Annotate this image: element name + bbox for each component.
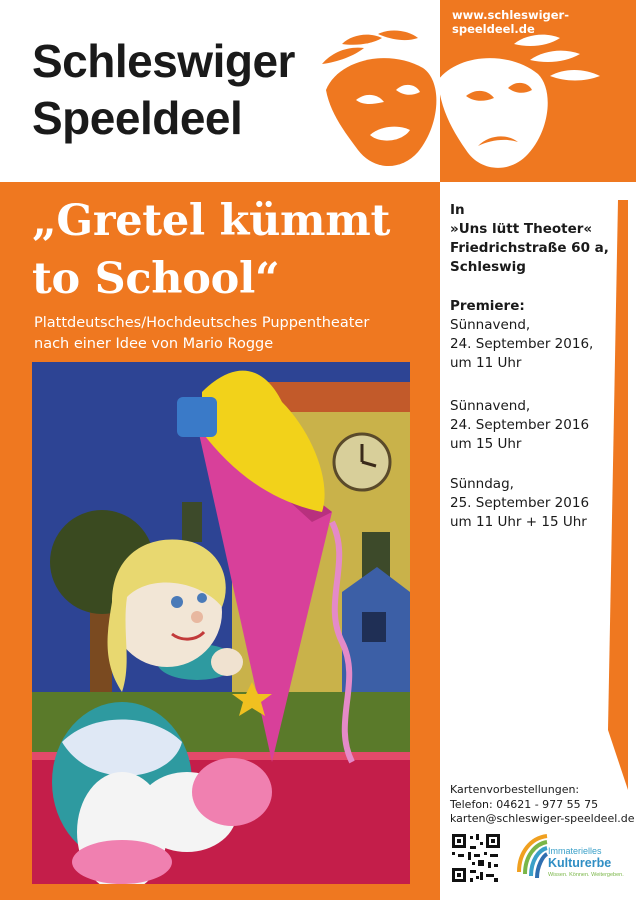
- qr-code-icon[interactable]: [450, 832, 502, 884]
- logo-line1: Immaterielles: [548, 846, 602, 856]
- show3-line2: 25. September 2016: [450, 495, 590, 512]
- play-subtitle-line2: nach einer Idee von Mario Rogge: [34, 336, 274, 352]
- venue-line3: Friedrichstraße 60 a,: [450, 240, 609, 257]
- show2-line2: 24. September 2016: [450, 417, 590, 434]
- show2-info: [450, 397, 589, 454]
- puppet-photo: [32, 362, 410, 884]
- group-name-line1: Schleswiger: [32, 35, 295, 87]
- venue-line4: Schleswig: [450, 259, 526, 276]
- venue-info: [450, 201, 609, 278]
- play-subtitle-line1: Plattdeutsches/Hochdeutsches Puppentheater: [34, 315, 370, 331]
- show2-line1: Sünnavend,: [450, 398, 531, 414]
- puppet-scene-illustration: [32, 362, 410, 884]
- premiere-info: [450, 297, 593, 374]
- contact-info: [450, 783, 635, 827]
- premiere-line3: um 11 Uhr: [450, 355, 522, 372]
- show3-line1: Sünndag,: [450, 476, 514, 492]
- logo-tagline: Wissen. Können. Weitergeben.: [548, 872, 624, 878]
- venue-line2: »Uns lütt Theoter«: [450, 221, 593, 238]
- play-title-line2: to School“: [32, 254, 280, 304]
- premiere-line1: Sünnavend,: [450, 317, 531, 334]
- group-name-line2: Speeldeel: [32, 92, 243, 144]
- contact-email[interactable]: karten@schleswiger-speeldeel.de: [450, 812, 635, 826]
- logo-line2: Kulturerbe: [548, 856, 612, 870]
- contact-label: Kartenvorbestellungen:: [450, 783, 580, 796]
- contact-phone[interactable]: Telefon: 04621 - 977 55 75: [450, 797, 599, 811]
- premiere-label: Premiere:: [450, 298, 525, 314]
- play-title-line1: „Gretel kümmt: [32, 196, 391, 246]
- theater-masks-icon: [318, 30, 630, 180]
- website-link[interactable]: www.schleswiger-speeldeel.de: [452, 8, 569, 36]
- venue-line1: In: [450, 202, 465, 218]
- show3-line3: um 11 Uhr + 15 Uhr: [450, 514, 587, 531]
- orange-ribbon-decoration: [608, 200, 628, 790]
- premiere-line2: 24. September 2016,: [450, 336, 594, 353]
- show3-info: [450, 475, 589, 532]
- show2-line3: um 15 Uhr: [450, 436, 522, 453]
